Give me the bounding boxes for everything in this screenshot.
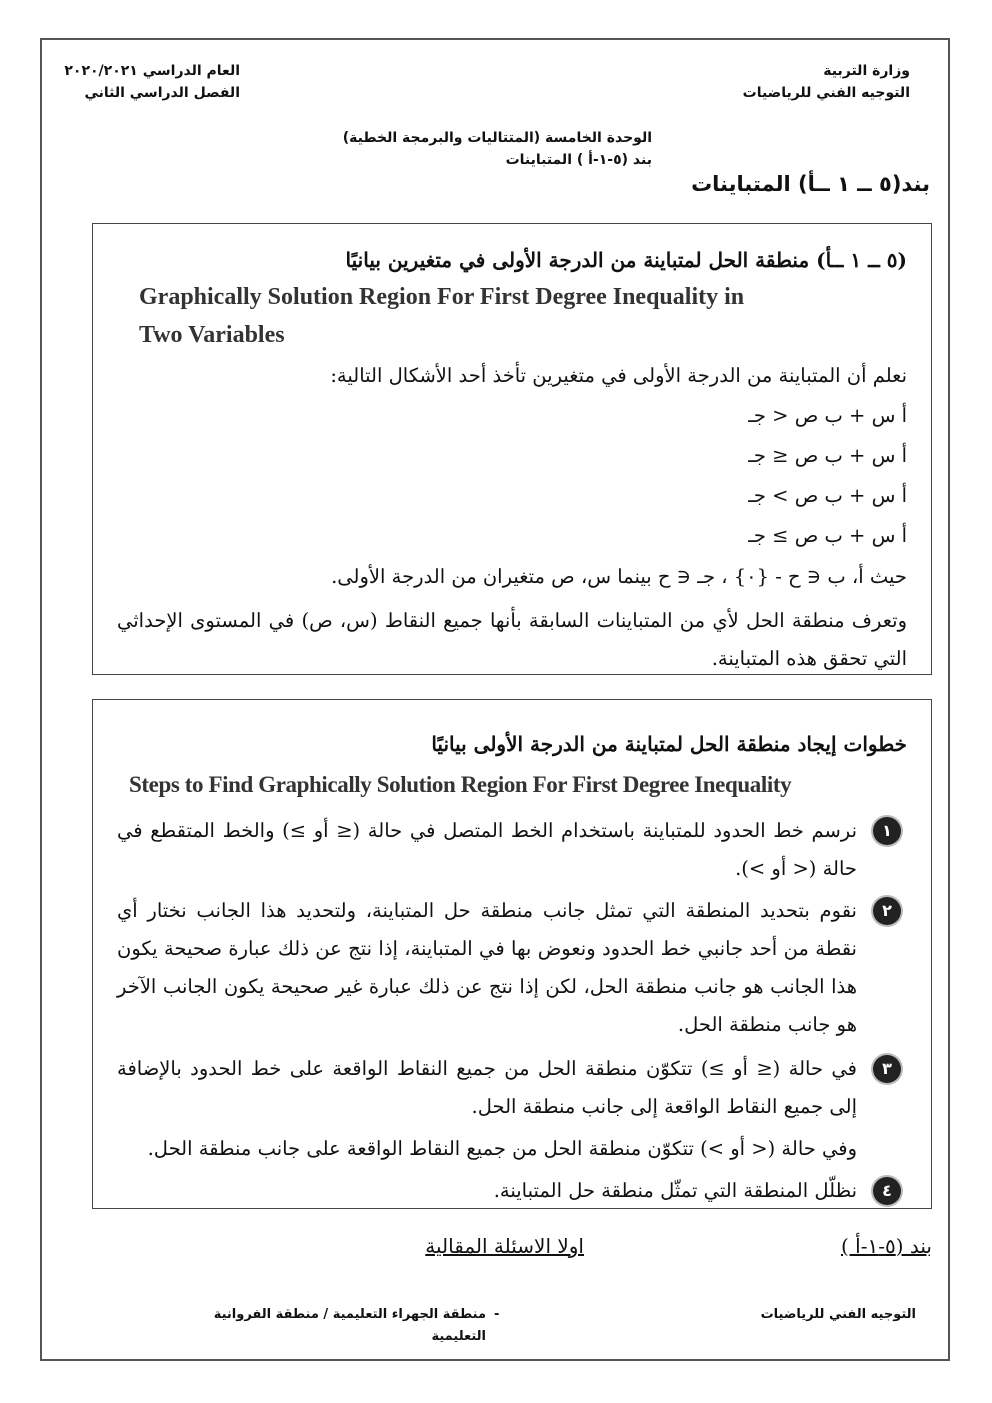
department-name: التوجيه الفني للرياضيات bbox=[742, 85, 910, 101]
step-text-4: نظلّل المنطقة التي تمثّل منطقة حل المتباينة. bbox=[493, 1179, 857, 1202]
step-2 bbox=[117, 892, 901, 1044]
inequality-form-4: أ س + ب ص ≥ جـ bbox=[748, 524, 907, 547]
inequality-form-3: أ س + ب ص > جـ bbox=[748, 484, 907, 507]
box1-heading: (٥ ــ ١ ــأ) منطقة الحل لمتباينة من الدرجة الأولى في متغيرين بيانيًا bbox=[345, 248, 907, 272]
header-right bbox=[650, 60, 910, 104]
box2-english: Steps to Find Graphically Solution Region For First Degree Inequality bbox=[129, 772, 792, 797]
step-text-1: نرسم خط الحدود للمتباينة باستخدام الخط المتصل في حالة (≤ أو ≥) والخط المتقطع في حالة (< أو >). bbox=[117, 819, 857, 880]
step-number-3: ٣ bbox=[873, 1055, 901, 1083]
unit-heading bbox=[332, 127, 652, 171]
header-left bbox=[60, 60, 240, 104]
step-number-4: ٤ bbox=[873, 1177, 901, 1205]
unit-title: الوحدة الخامسة (المتتاليات والبرمجة الخطية) bbox=[342, 130, 652, 146]
box-steps bbox=[92, 699, 932, 1209]
footer-right: التوجيه الفني للرياضيات bbox=[760, 1307, 916, 1322]
academic-year: العام الدراسي ٢٠٢٠/٢٠٢١ bbox=[64, 63, 240, 79]
inequality-form-1: أ س + ب ص < جـ bbox=[748, 404, 907, 427]
step-text-2: نقوم بتحديد المنطقة التي تمثل جانب منطقة حل المتباينة، ولتحديد هذا الجانب نختار أي نقطة من أحد جانبي خط الحدود ونعوض بها في المتباينة، إذا نتج عن ذلك عبارة صحيحة يكون هذا الجانب هو جانب منطقة الحل، لكن إذا نتج عن ذلك عبارة غير صحيحة يكون الجانب الآخر هو جانب منطقة الحل. bbox=[117, 899, 857, 1036]
box1-english-line2: Two Variables bbox=[139, 322, 285, 348]
footer-left: منطقة الجهراء التعليمية / منطقة الفروانية التعليمية bbox=[213, 1307, 486, 1344]
step-1 bbox=[117, 812, 901, 888]
essay-questions-title: اولا الاسئلة المقالية bbox=[425, 1234, 584, 1258]
step-text-3-note: وفي حالة (< أو >) تتكوّن منطقة الحل من جميع النقاط الواقعة على جانب منطقة الحل. bbox=[147, 1137, 857, 1160]
ministry-name: وزارة التربية bbox=[823, 63, 910, 79]
box1-intro: نعلم أن المتباينة من الدرجة الأولى في متغيرين تأخذ أحد الأشكال التالية: bbox=[330, 364, 907, 387]
box1-definition: وتعرف منطقة الحل لأي من المتباينات السابقة بأنها جميع النقاط (س، ص) في المستوى الإحداثي التي تحقق هذه المتباينة. bbox=[117, 609, 907, 670]
inequality-form-2: أ س + ب ص ≤ جـ bbox=[748, 444, 907, 467]
footer-dash: - bbox=[494, 1307, 500, 1322]
band-label: بند (٥-١-أ ) bbox=[840, 1234, 932, 1258]
step-text-3: في حالة (≤ أو ≥) تتكوّن منطقة الحل من جميع النقاط الواقعة على خط الحدود بالإضافة إلى جميع النقاط الواقعة إلى جانب منطقة الحل. bbox=[117, 1057, 857, 1118]
box-solution-region bbox=[92, 223, 932, 675]
step-3 bbox=[117, 1050, 901, 1126]
step-number-2: ٢ bbox=[873, 897, 901, 925]
step-3-note bbox=[117, 1130, 901, 1168]
step-4 bbox=[117, 1172, 901, 1210]
box1-where: حيث أ، ب ∈ ح - {٠} ، جـ ∈ ح بينما س، ص متغيران من الدرجة الأولى. bbox=[331, 565, 907, 588]
semester: الفصل الدراسي الثاني bbox=[84, 85, 240, 101]
box1-english-line1: Graphically Solution Region For First Degree Inequality in bbox=[139, 284, 745, 310]
section-title: بند(٥ ــ ١ ــأ) المتباينات bbox=[691, 172, 930, 196]
box2-heading: خطوات إيجاد منطقة الحل لمتباينة من الدرجة الأولى بيانيًا bbox=[431, 732, 907, 756]
unit-subtitle: بند (٥-١-أ ) المتباينات bbox=[505, 152, 652, 168]
step-number-1: ١ bbox=[873, 817, 901, 845]
